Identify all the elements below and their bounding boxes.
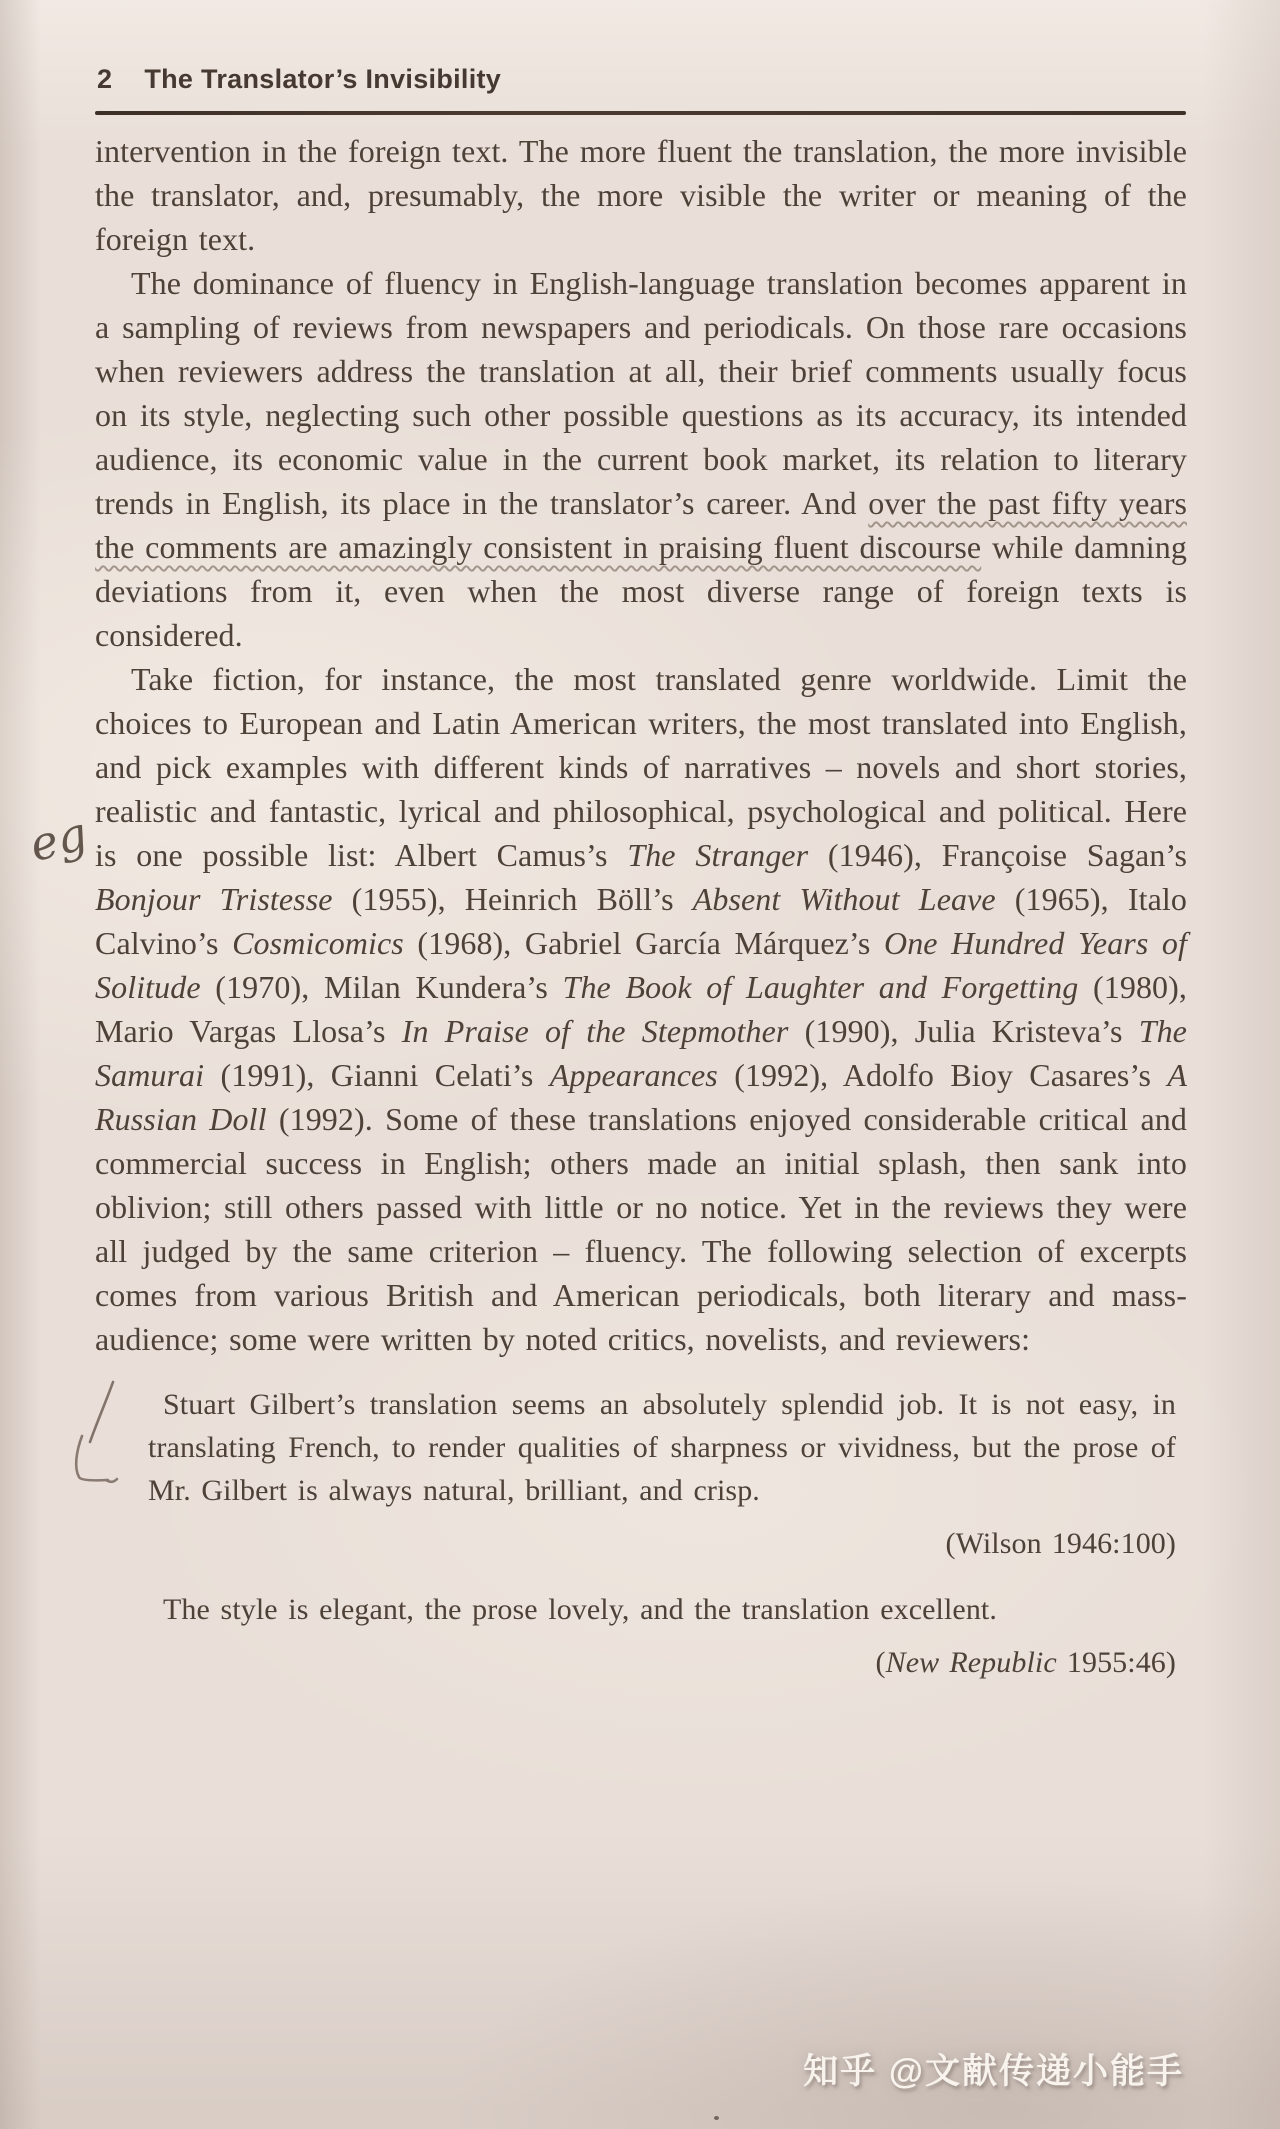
text-run: 1955:46): [1056, 1646, 1176, 1679]
paragraph: [95, 129, 1187, 261]
text-run: (1946), Françoise Sagan’s: [808, 837, 1188, 873]
handwritten-margin-note: eg: [24, 805, 93, 873]
text-run: (1968), Gabriel García Márquez’s: [403, 925, 884, 961]
italic-title: In Praise of the Stepmother: [401, 1013, 789, 1049]
text-run: while damning deviations from it, even when the most diverse range of foreign texts is considered.: [95, 529, 1187, 653]
page-body: [95, 129, 1187, 1703]
italic-title: One Hundred Years of Solitude: [95, 925, 1188, 1005]
text-run: The dominance of fluency in English-language translation becomes apparent in a sampling of reviews from newspapers and periodicals. On those rare occasions when reviewers address the translation at all, their brief comments usually focus on its style, neglecting such other possible questions as its accuracy, its intended audience, its economic value in the current book market, its relation to literary trends in English, its place in the translator’s career. And: [95, 265, 1187, 521]
paragraph: [95, 261, 1187, 657]
pencil-underlined-text: over the past fifty years the comments are amazingly consistent in praising fluent discourse: [95, 485, 1188, 565]
italic-title: New Republic: [885, 1646, 1057, 1679]
review-excerpt: [148, 1588, 1176, 1631]
text-run: Stuart Gilbert’s translation seems an absolutely splendid job. It is not easy, in translating French, to render qualities of sharpness or vividness, but the prose of Mr. Gilbert is always natural, brilliant, and crisp.: [148, 1388, 1176, 1507]
photo-speck: [714, 2116, 719, 2120]
text-run: (1970), Milan Kundera’s: [200, 969, 563, 1005]
italic-title: Bonjour Tristesse: [95, 881, 333, 917]
text-run: (1955), Heinrich Böll’s: [332, 881, 693, 917]
review-excerpt: [148, 1383, 1176, 1512]
italic-title: Cosmicomics: [232, 925, 404, 961]
pencil-bracket-mark: [76, 1436, 117, 1482]
header-rule: [95, 111, 1186, 115]
text-run: (1992), Adolfo Bioy Casares’s: [717, 1057, 1168, 1093]
italic-title: The Samurai: [95, 1013, 1187, 1093]
text-run: (1991), Gianni Celati’s: [204, 1057, 550, 1093]
quote-text: [148, 1588, 1176, 1631]
running-head-title: The Translator’s Invisibility: [144, 64, 502, 94]
italic-title: A Russian Doll: [95, 1057, 1188, 1137]
text-run: (1990), Julia Kristeva’s: [788, 1013, 1139, 1049]
pencil-margin-marks: [66, 1378, 138, 1500]
text-run: The style is elegant, the prose lovely, and the translation excellent.: [163, 1593, 997, 1626]
pencil-slash-mark: [90, 1382, 113, 1442]
quote-citation: [148, 1522, 1176, 1566]
text-run: (Wilson 1946:100): [945, 1527, 1176, 1560]
italic-title: The Stranger: [627, 837, 809, 873]
watermark-text: 知乎 @文献传递小能手: [803, 2052, 1184, 2091]
quote-citation: [148, 1641, 1176, 1685]
text-run: (1980), Mario Vargas Llosa’s: [95, 969, 1187, 1049]
italic-title: The Book of Laughter and Forgetting: [562, 969, 1079, 1005]
paragraph: [95, 657, 1187, 1361]
italic-title: Absent Without Leave: [692, 881, 996, 917]
text-run: (1992). Some of these translations enjoyed considerable critical and commercial success in English; others made an initial splash, then sank into oblivion; still others passed with little or no notice. Yet in the reviews they were all judged by the same criterion – fluency. The following selection of excerpts comes from various British and American periodicals, both literary and mass-audience; some were written by noted critics, novelists, and reviewers:: [95, 1101, 1188, 1357]
quote-text: [148, 1383, 1176, 1512]
text-run: (1965), Italo Calvino’s: [95, 881, 1187, 961]
running-header: [97, 64, 501, 95]
text-run: intervention in the foreign text. The more fluent the translation, the more invisible the translator, and, presumably, the more visible the writer or meaning of the foreign text.: [95, 133, 1187, 257]
page-number: 2: [97, 64, 113, 94]
text-run: Take fiction, for instance, the most translated genre worldwide. Limit the choices to European and Latin American writers, the most translated into English, and pick examples with different kinds of narratives – novels and short stories, realistic and fantastic, lyrical and philosophical, psychological and political. Here is one possible list: Albert Camus’s: [95, 661, 1187, 873]
text-run: (: [875, 1646, 886, 1679]
italic-title: Appearances: [549, 1057, 718, 1093]
